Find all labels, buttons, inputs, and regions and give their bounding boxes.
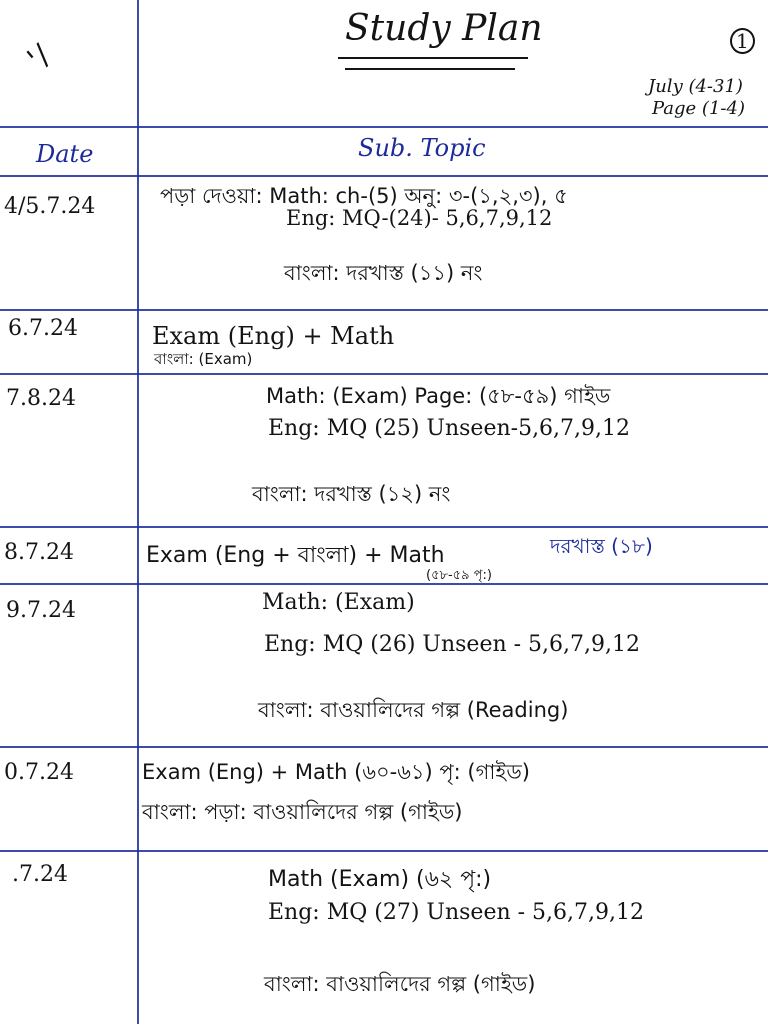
topic-line: বাংলা: (Exam) — [154, 350, 253, 368]
topic-line: Eng: MQ (27) Unseen - 5,6,7,9,12 — [268, 900, 645, 925]
row-divider — [0, 746, 768, 748]
topic-line: Math: (Exam) — [262, 590, 415, 615]
row-date: 7.8.24 — [6, 386, 76, 411]
row-divider — [0, 373, 768, 375]
month-range: July (4-31) — [648, 76, 743, 97]
topic-column-header: Sub. Topic — [358, 134, 486, 162]
topic-line: Eng: MQ (26) Unseen - 5,6,7,9,12 — [264, 632, 641, 657]
row-date: 0.7.24 — [4, 760, 74, 785]
date-column-header: Date — [36, 140, 94, 168]
topic-line: বাংলা: দরখাস্ত (১১) নং — [284, 261, 483, 285]
margin-line — [137, 0, 139, 1024]
topic-line: পড়া দেওয়া: Math: ch-(5) অনু: ৩-(১,২,৩), ৫ — [160, 184, 568, 208]
topic-line: Exam (Eng) + Math (৬০-৬১) পৃ: (গাইড) — [142, 760, 530, 784]
row-date: .7.24 — [12, 862, 68, 887]
row-divider — [0, 850, 768, 852]
column-header-rule — [0, 175, 768, 177]
topic-line: (৫৮-৫৯ পৃ:) — [426, 568, 492, 583]
margin-mark: '/ — [20, 38, 58, 77]
page-title: Study Plan — [345, 8, 543, 49]
row-divider — [0, 526, 768, 528]
title-underline — [338, 57, 528, 59]
row-date: 9.7.24 — [6, 598, 76, 623]
row-date: 8.7.24 — [4, 540, 74, 565]
topic-line: Math: (Exam) Page: (৫৮-৫৯) গাইড — [266, 384, 611, 408]
topic-line: বাংলা: দরখাস্ত (১২) নং — [252, 482, 451, 506]
page-range: Page (1-4) — [652, 98, 745, 119]
topic-line: বাংলা: বাওয়ালিদের গল্প (Reading) — [258, 698, 569, 722]
row-date: 6.7.24 — [8, 316, 78, 341]
row-date: 4/5.7.24 — [4, 194, 96, 219]
topic-line: Exam (Eng + বাংলা) + Math — [146, 543, 445, 568]
page-number: 1 — [730, 28, 755, 54]
topic-line: Exam (Eng) + Math — [152, 322, 395, 350]
topic-line: Eng: MQ-(24)- 5,6,7,9,12 — [286, 206, 553, 230]
topic-line: Math (Exam) (৬২ পৃ:) — [268, 867, 492, 892]
topic-note: দরখাস্ত (১৮) — [550, 534, 653, 558]
topic-line: বাংলা: বাওয়ালিদের গল্প (গাইড) — [264, 972, 536, 996]
row-divider — [0, 583, 768, 585]
topic-line: বাংলা: পড়া: বাওয়ালিদের গল্প (গাইড) — [142, 800, 463, 824]
topic-line: Eng: MQ (25) Unseen-5,6,7,9,12 — [268, 416, 631, 441]
title-underline — [345, 68, 515, 70]
header-rule — [0, 126, 768, 128]
row-divider — [0, 309, 768, 311]
